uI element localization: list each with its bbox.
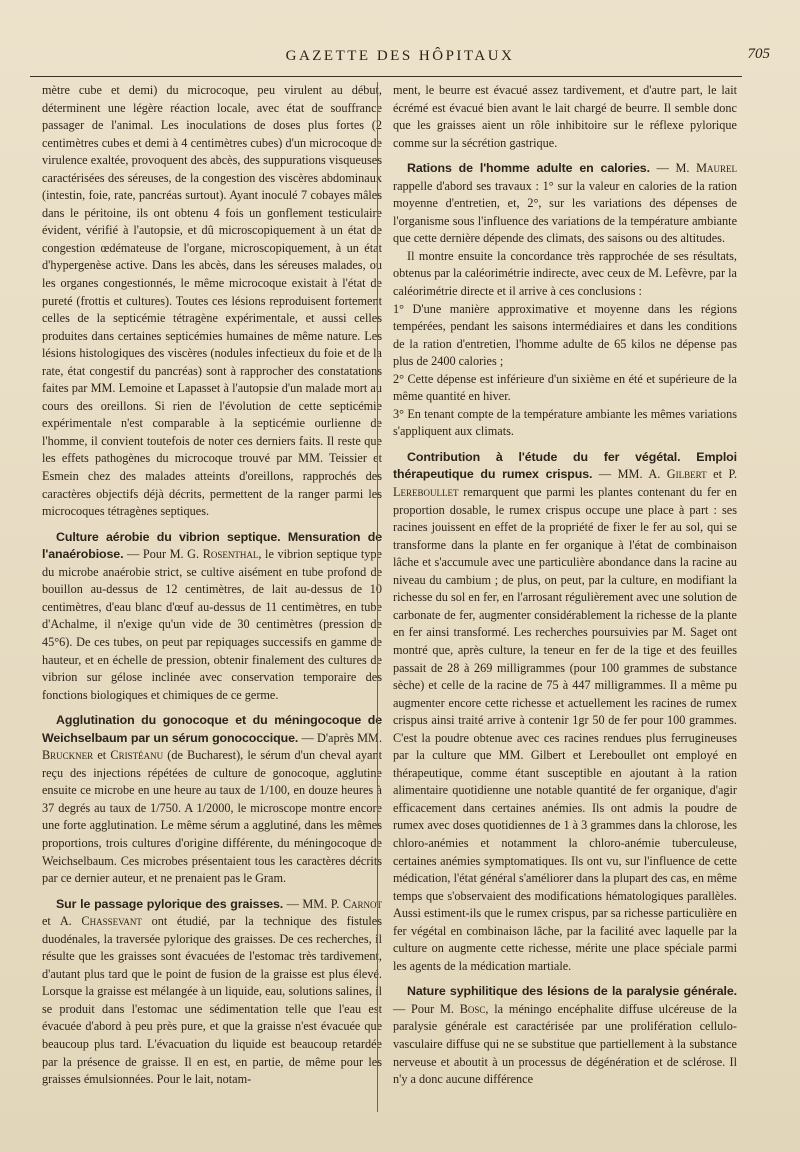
section-fer-vegetal (393, 449, 737, 975)
conjunction: et P. (706, 467, 738, 482)
section-passage-pylorique (42, 896, 382, 1089)
section-dash: — MM. P. (283, 896, 343, 911)
section-rations-calories (393, 160, 737, 248)
section-dash: — MM. A. (592, 467, 667, 482)
column-divider (377, 82, 378, 1112)
author-name: Carnot (342, 896, 382, 911)
section-heading: Sur le passage pylorique des graisses. (56, 896, 284, 911)
section-text: , le vibrion septique type du microbe anaérobie strict, se cultive aisément en tube profond de bouillon au-dessus de 12 centimètres, de lait au-dessus de 10 centimètres, d'eau blanc d'œuf au-dessus de 11 centimètres, en tube d'Achalme, il n'exige qu'un vide de 30 centimètres (pression de 45°6). De ces tubes, on peut par repiquages successifs en gamme de hauteur, et en échelle de pression, obtenir finalement des cultures de vibrion sur gélose inclinée avec conservation temporaire des fonctions biologiques et chimiques de ce germe. (42, 547, 382, 702)
conjunction: et (93, 748, 111, 763)
paragraph-microcoque: mètre cube et demi) du microcoque, peu virulent au début, déterminent une légère réaction locale, avec état de souffrance passager de l'animal. Les inoculations de doses plus fortes (2 centimètres cubes et demi à 4 centimètres cubes) d'un microcoque de virulence exaltée, provoquent des abcès, des suppurations visqueuses caractérisées des séreuses, de la congestion des viscères abdominaux (intestin, foie, rate, pancréas surtout). Ayant inoculé 7 cobayes mâles dans le péritoine, ils ont obtenu 4 fois un gonflement testiculaire évident, vérifié à l'autopsie, et dû microscopiquement à un état de congestion œdémateuse de l'organe, microscopiquement, à un état d'hypergenèse active. Dans les abcès, dans les séreuses malades, ou les organes congestionnés, le même microcoque existait à l'état de pureté (frottis et cultures). Toutes ces lésions reproduisent fortement celles de la septicémie tétragène expérimentale, et aussi celles produites dans certaines septicémies humaines de même nature. Les lésions histologiques des viscères (nodules infectieux du foie et de la rate, état congestif du pancréas) sont à rapprocher des constatations faites par MM. Lemoine et Lapasset à l'autopsie d'un malade mort au cours des oreillons. Si rien de l'évolution de cette septicémie expérimentale n'est comparable à la septicémie ourlienne de l'homme, il convient toutefois de noter ces derniers faits. Il reste que les effets pathogènes du microcoque trouvé par MM. Teissier et Esmein chez des malades atteints d'oreillons, rapprochés des caractères objectifs déjà décrits, permettent de la ranger parmi les microcoques tétragènes septiques. (42, 83, 382, 519)
page-number: 705 (747, 46, 770, 62)
conclusion-item: 3° En tenant compte de la température ambiante les mêmes variations s'appliquent aux climats. (393, 406, 737, 439)
section-dash: — D'après MM. (298, 730, 383, 745)
section-text: , la méningo encéphalite diffuse ulcéreuse de la paralysie générale est caractérisée par une prolifération cellulo-vasculaire diffuse qui ne se substitue que partiellement à la substance nerveuse et aboutit à un processus de dégénération et de sclérose. Il n'y a donc aucune différence (393, 1001, 737, 1087)
section-text: (de Bucharest), le sérum d'un cheval ayant reçu des injections répétées de culture de gonocoque, agglutine ensuite ce microbe en une heure au taux de 1/100, en douze heures à 37 degrés au taux de 1/750. A 1/2000, le microscope montre encore une forte agglutination. Le même sérum a agglutiné, dans les mêmes proportions, trois cultures d'origine différente, du méningocoque de Weichselbaum. Ces microbes présentaient tous les caractères décrits par ce dernier auteur, et ne prenaient pas le Gram. (42, 748, 382, 886)
author-name: Maurel (696, 161, 737, 176)
author-name: Rosenthal (202, 547, 259, 562)
section-heading: Rations de l'homme adulte en calories. (407, 161, 650, 176)
section-vibrion-septique (42, 529, 382, 704)
author-name: Lereboullet (393, 485, 459, 500)
section-paralysie-generale (393, 983, 737, 1088)
conclusion-item: 1° D'une manière approximative et moyenne dans les régions tempérées, pendant les saisons intermédiaires et dans les conditions de la ration d'entretien, l'homme adulte de 65 kilos ne dépense pas plus de 2400 calories ; (393, 301, 737, 369)
author-name: Bosc (459, 1001, 486, 1016)
author-name: Chassevant (81, 914, 142, 929)
section-dash: — M. (649, 161, 697, 176)
section-text: remarquent que parmi les plantes contenant du fer en proportion dosable, le rumex crispus occupe une place à part : ses racines jouissent en effet de la propriété de fixer le fer au sol, qui se transforme dans la plante en fer organique à l'état de combinaison lâche et s'accumule avec une particulière abondance dans la racine au niveau du cambium ; de plus, on peut, par la culture, en modifiant la richesse du sol en fer, en l'arrosant régulièrement avec une solution de carbonate de fer, augmenter considérablement la richesse de la plante en fer ainsi transformé. Les recherches poursuivies par M. Saget ont montré que, après culture, la teneur en fer de la tige et des feuilles passait de 28 à 269 milligrammes (pour 100 grammes de substance sèche) et celle de la racine de 75 à 447 milligrammes. Il a même pu augmenter encore cette richesse et actuellement les racines de rumex crispus ainsi traité arrive à contenir 1gr 50 de fer pour 100 grammes. C'est la poudre obtenue avec ces racines rendues plus ferrugineuses par la culture que MM. Gilbert et Lereboullet ont employé en thérapeutique, comme étant susceptible en ajoutant à la ration alimentaire quotidienne une notable quantité de fer organique, d'agir efficacement dans certaines anémies. Ils ont admis la poudre de rumex avec doses quotidiennes de 1 à 3 grammes dans la chlorose, les chloro-anémies et notamment la chloro-anémie tuberculeuse, certaines anémies symptomatiques. Ils ont vu, sur l'influence de cette médication, l'état général s'améliorer dans la plupart des cas, en même temps que s'observaient des modifications hématologiques parallèles. Aussi estiment-ils que le rumex crispus, par sa richesse particulière en fer végétal en combinaison lâche, par la facilité avec laquelle par la culture on augmente cette richesse, mérite une place spéciale parmi les agents de la médication martiale. (393, 485, 737, 973)
right-column (393, 82, 737, 1089)
running-title: GAZETTE DES HÔPITAUX (285, 48, 515, 64)
paragraph-concordance: Il montre ensuite la concordance très rapprochée de ses résultats, obtenus par la caléorimétrie indirecte, avec ceux de M. Lefèvre, par la caléorimétrie directe et il arrive à ces conclusions : (393, 248, 737, 299)
page-header (30, 46, 770, 76)
section-heading: Agglutination du gonocoque et du méningocoque de Weichselbaum par un sérum gonococcique. (42, 713, 382, 745)
author-name: Bruckner (42, 748, 94, 763)
conjunction: et A. (42, 914, 82, 929)
left-column (42, 82, 382, 1089)
section-dash: — Pour M. (393, 1001, 460, 1016)
section-heading: Contribution à l'étude du fer végétal. Emploi thérapeutique du rumex crispus. (393, 449, 737, 482)
header-rule (30, 76, 742, 77)
section-text: ont étudié, par la technique des fistules duodénales, la traversée pylorique des graisses. De ces recherches, il résulte que les graisses sont évacuées de l'estomac très tardivement, d'autant plus tard que le point de fusion de la graisse est plus élevé. Lorsque la graisse est mélangée à un liquide, eau, solutions salines, il se produit dans l'estomac une sédimentation telle que l'eau est évacuée d'abord à peu près pure, et que la graisse n'est évacuée que beaucoup plus tard. L'évacuation du liquide est beaucoup retardée par la présence de graisse. Il en est, en partie, de même pour les graisses émulsionnées. Pour le lait, notam- (42, 914, 383, 1087)
section-heading: Culture aérobie du vibrion septique. Mensuration de l'anaérobiose. (42, 529, 382, 562)
section-dash: — Pour M. G. (123, 547, 203, 562)
author-name: Cristéanu (110, 748, 164, 763)
conclusion-item: 2° Cette dépense est inférieure d'un sixième en été et supérieure de la même quantité en hiver. (393, 371, 737, 404)
paragraph-continuation: ment, le beurre est évacué assez tardivement, et d'autre part, le lait écrémé est évacué bien avant le lait chargé de beurre. Il semble donc que les graisses aient un rôle inhibitoire sur le réflexe pylorique comme sur la sécrétion gastrique. (393, 83, 737, 150)
section-agglutination (42, 712, 382, 887)
section-heading: Nature syphilitique des lésions de la paralysie générale. (407, 984, 737, 999)
author-name: Gilbert (666, 467, 707, 482)
section-text: rappelle d'abord ses travaux : 1° sur la valeur en calories de la ration moyenne d'entretien, et, 2°, sur les variations des dépenses de l'organisme sous l'influence des variations de la température ambiante que cette dernière dépende des climats, des saisons ou des altitudes. (393, 178, 737, 246)
